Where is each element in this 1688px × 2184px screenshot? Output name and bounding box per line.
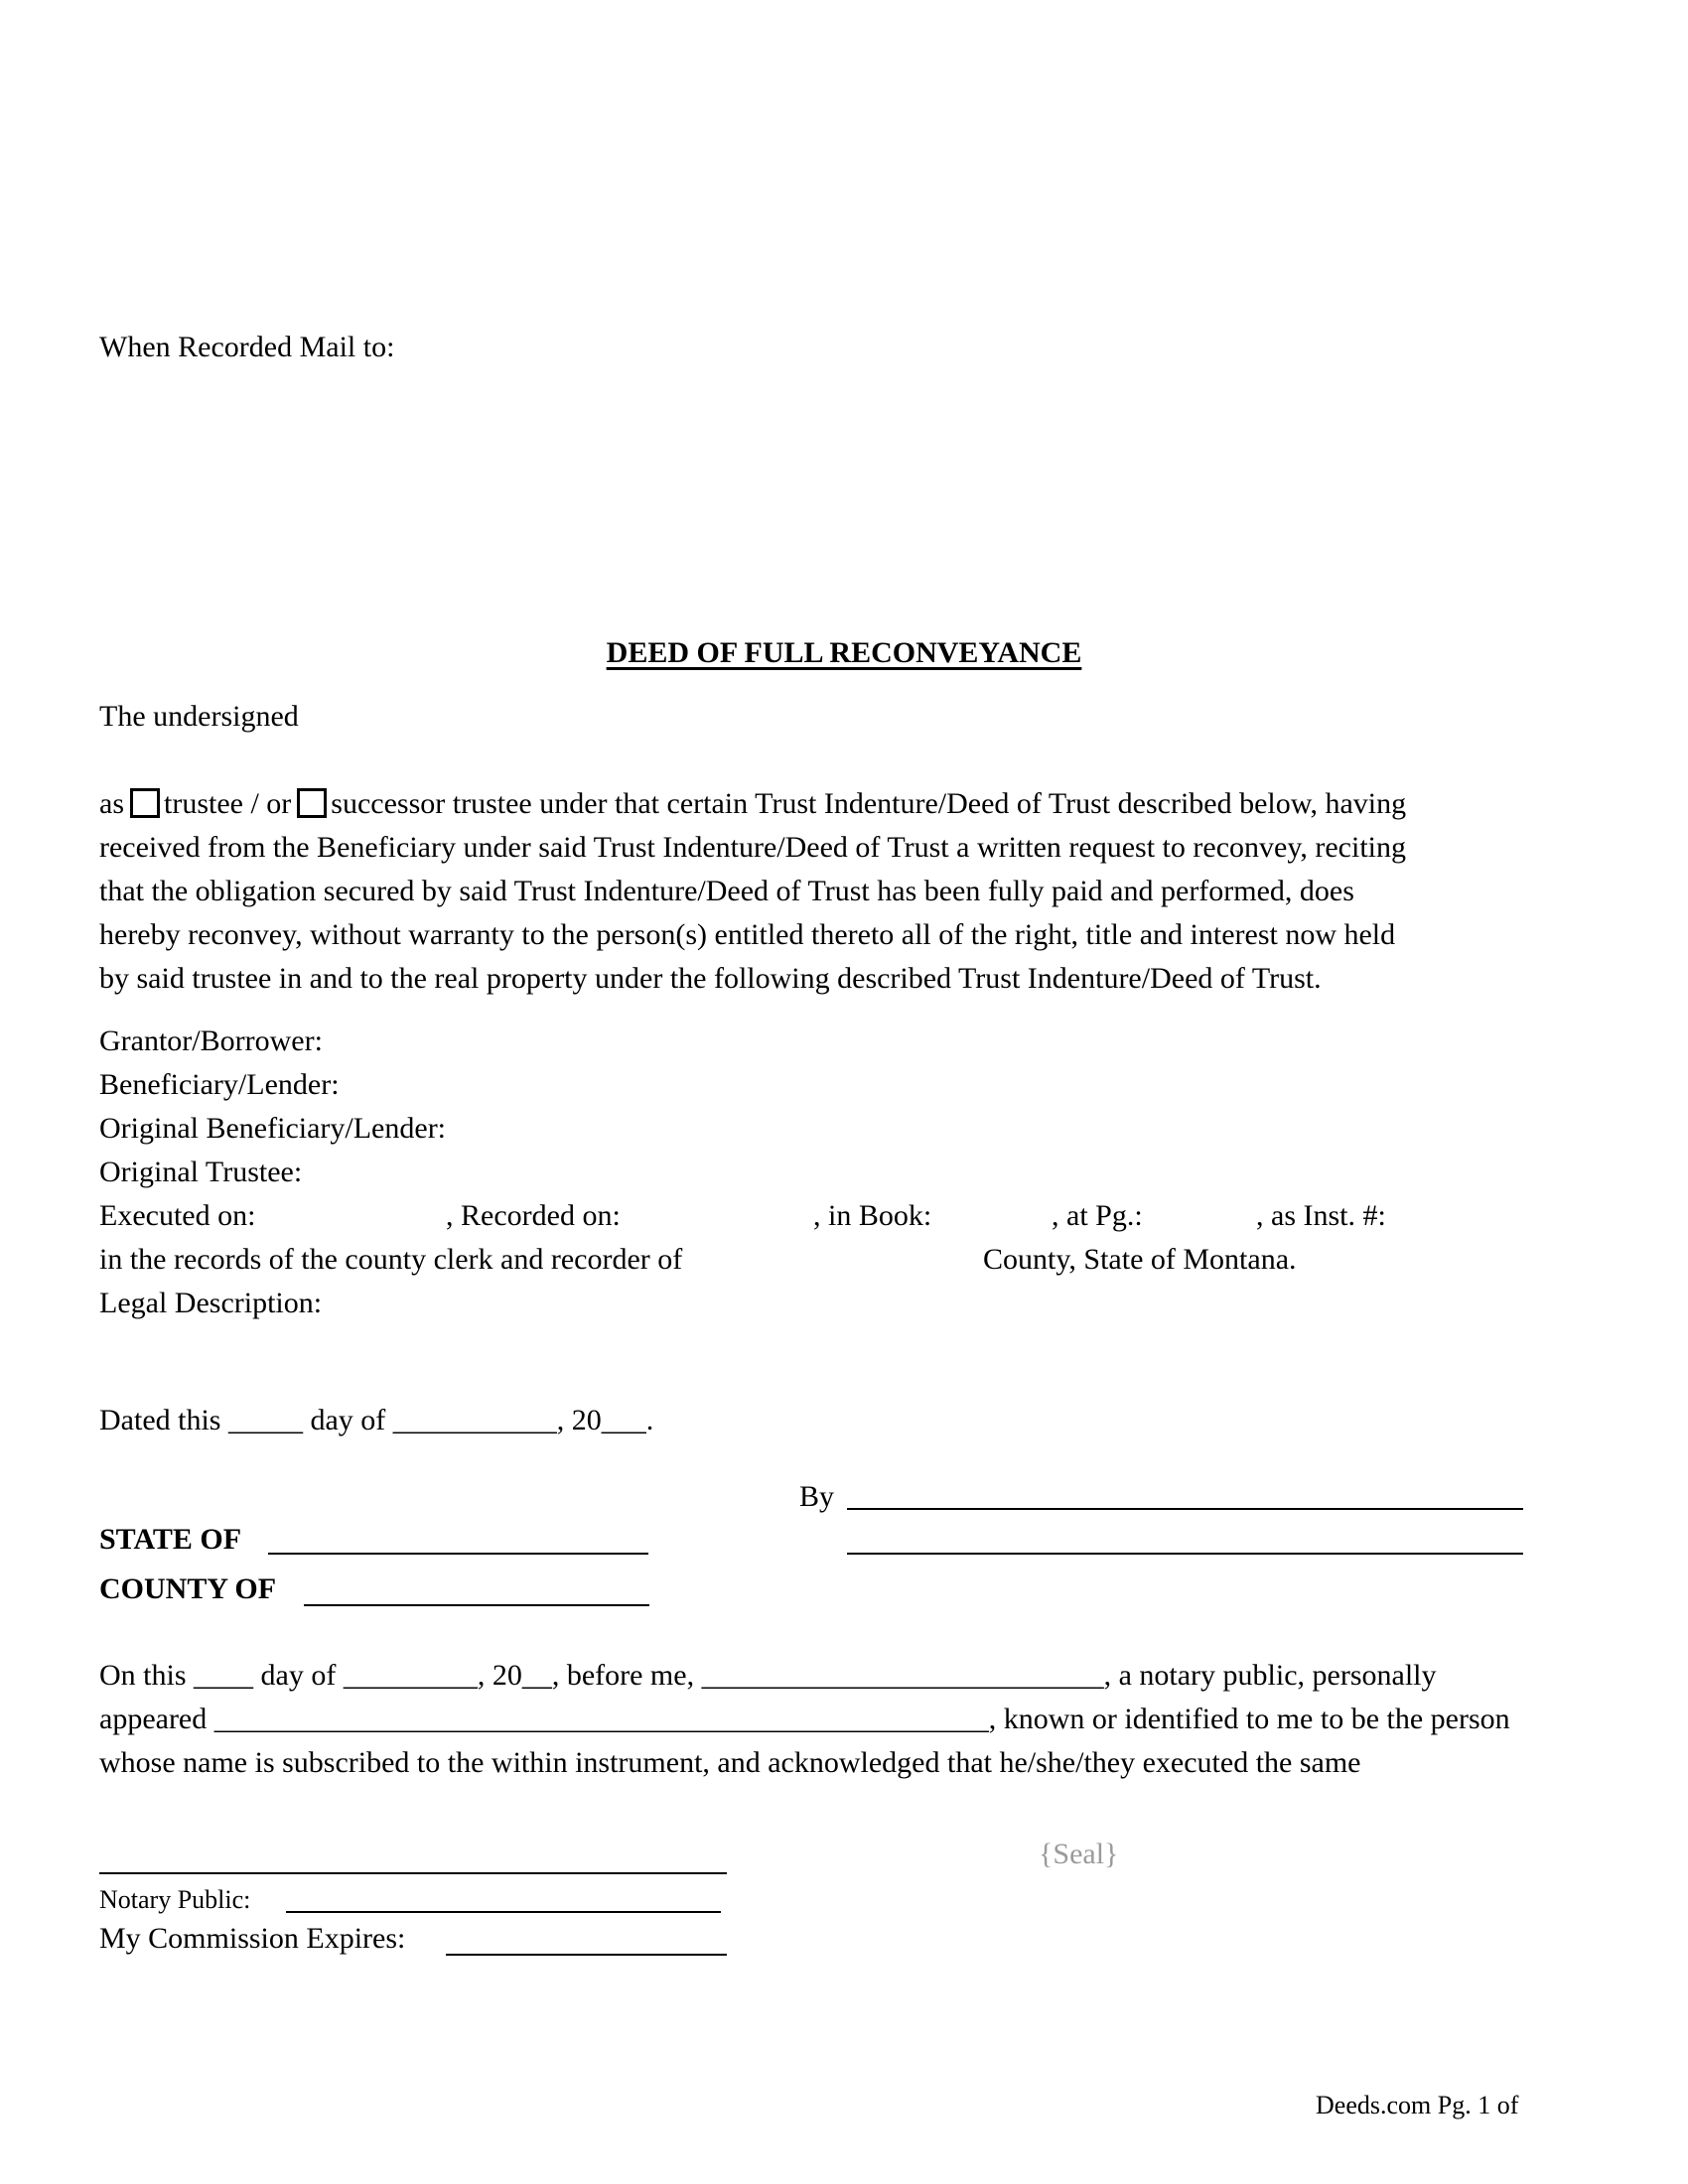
instrument-number-label: , as Inst. #:: [1256, 1199, 1386, 1232]
successor-trustee-checkbox[interactable]: [297, 788, 327, 818]
signature-line-1[interactable]: [847, 1508, 1523, 1510]
county-of-label: COUNTY OF: [99, 1572, 277, 1605]
notary-signature-line[interactable]: [99, 1872, 727, 1874]
document-title: DEED OF FULL RECONVEYANCE: [606, 636, 1082, 669]
acknowledgment-line-1: On this ____ day of _________, 20__, before me, ___________________________, a notary public, personally: [99, 1659, 1437, 1692]
records-of-label: in the records of the county clerk and recorder of: [99, 1243, 683, 1276]
grantor-label: Grantor/Borrower:: [99, 1024, 323, 1057]
county-state-label: County, State of Montana.: [983, 1243, 1297, 1276]
at-page-label: , at Pg.:: [1052, 1199, 1143, 1232]
original-trustee-label: Original Trustee:: [99, 1156, 303, 1188]
page-footer: Deeds.com Pg. 1 of: [1316, 2091, 1519, 2119]
paragraph-line-1: [99, 782, 1609, 826]
trustee-checkbox[interactable]: [130, 788, 160, 818]
executed-on-label: Executed on:: [99, 1199, 256, 1232]
paragraph-line-4: hereby reconvey, without warranty to the person(s) entitled thereto all of the right, title and interest now held: [99, 918, 1396, 951]
undersigned-label: The undersigned: [99, 700, 299, 733]
mail-to-label: When Recorded Mail to:: [99, 331, 395, 363]
acknowledgment-line-2: appeared ____________________________________________________, known or identified to me to be the person: [99, 1703, 1510, 1735]
legal-description-label: Legal Description:: [99, 1287, 323, 1319]
county-of-line[interactable]: [304, 1604, 649, 1606]
in-book-label: , in Book:: [813, 1199, 932, 1232]
paragraph-line-2: received from the Beneficiary under said Trust Indenture/Deed of Trust a written request to reconvey, reciting: [99, 831, 1407, 864]
reconveyance-paragraph: [99, 782, 1609, 1001]
paragraph-line-1-rest: successor trustee under that certain Trust Indenture/Deed of Trust described below, having: [331, 787, 1407, 820]
signature-line-2[interactable]: [847, 1553, 1523, 1555]
acknowledgment-paragraph: [99, 1654, 1609, 1785]
state-of-label: STATE OF: [99, 1523, 242, 1556]
by-label: By: [799, 1480, 835, 1513]
as-word: as: [99, 787, 124, 820]
paragraph-line-5: by said trustee in and to the real property under the following described Trust Indenture/Deed of Trust.: [99, 962, 1322, 995]
commission-expires-line[interactable]: [446, 1954, 727, 1956]
dated-line: Dated this _____ day of ___________, 20___.: [99, 1404, 654, 1436]
notary-public-line[interactable]: [286, 1911, 721, 1913]
acknowledgment-line-3: whose name is subscribed to the within instrument, and acknowledged that he/she/they executed the same: [99, 1746, 1361, 1779]
notary-public-label: Notary Public:: [99, 1885, 251, 1914]
commission-expires-label: My Commission Expires:: [99, 1922, 406, 1955]
paragraph-line-3: that the obligation secured by said Trust Indenture/Deed of Trust has been fully paid and performed, does: [99, 875, 1354, 907]
state-of-line[interactable]: [268, 1553, 648, 1555]
beneficiary-label: Beneficiary/Lender:: [99, 1068, 340, 1101]
seal-placeholder: {Seal}: [1039, 1838, 1119, 1870]
trustee-option-label: trustee / or: [164, 787, 292, 820]
recorded-on-label: , Recorded on:: [446, 1199, 621, 1232]
original-beneficiary-label: Original Beneficiary/Lender:: [99, 1112, 447, 1145]
